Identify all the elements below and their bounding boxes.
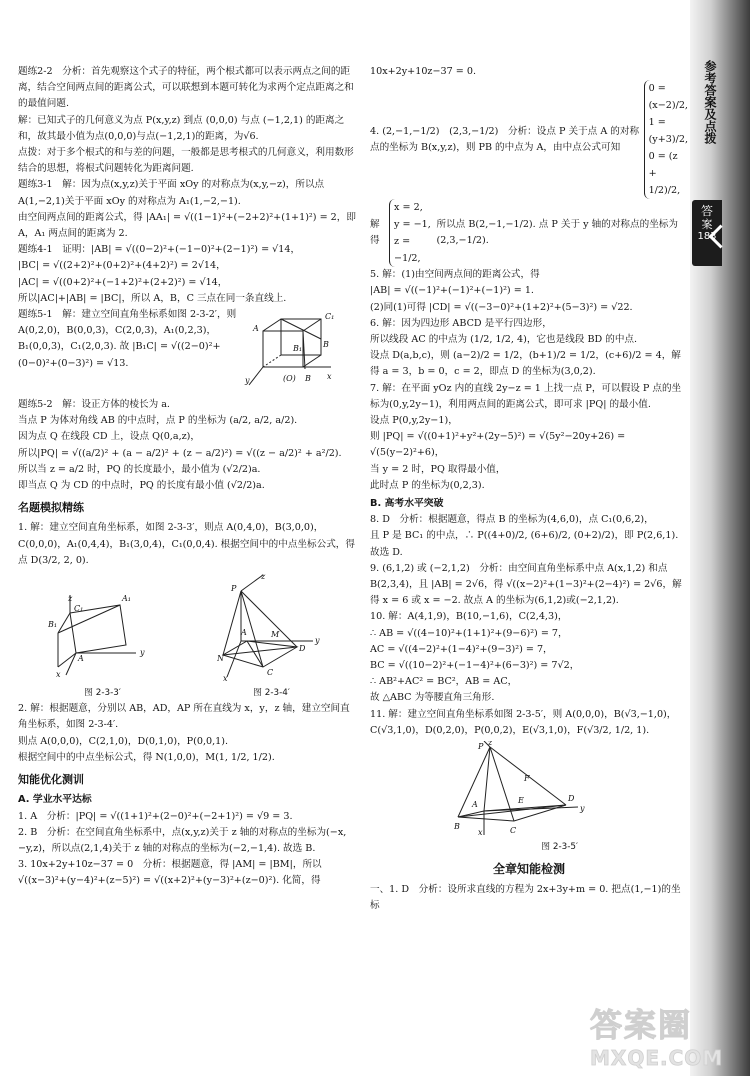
svg-text:C: C bbox=[266, 668, 273, 678]
fig-2-3-3-wrap bbox=[48, 589, 158, 701]
system-1 bbox=[644, 80, 688, 199]
svg-text:y: y bbox=[580, 804, 585, 814]
left-para-6: 题练5-1 解：建立空间直角坐标系如图 2-3-2′，则 A(0,2,0)，B(0,0,3)，C(2,0,3)，A₁(0,2,3)，B₁(0,0,3)，C₁(2,0,3). 故 |B₁C| = √((2−0)²+(0−0)²+(0−3)²) = √13. bbox=[18, 309, 240, 369]
system-2 bbox=[389, 199, 432, 267]
sys1-line-3: 0 = (z + 1/2)/2, bbox=[648, 151, 681, 197]
caption-fig-2-3-4: 图 2-3-4′ bbox=[253, 688, 290, 699]
subhead-a: A. 学业水平达标 bbox=[18, 794, 92, 806]
figure-2-3-4-pyramid bbox=[217, 571, 327, 683]
svg-text:E: E bbox=[518, 796, 524, 806]
left-para-8: 所以当 z = a/2 时，PQ 的长度最小，最小值为 (√2/2)a. bbox=[18, 463, 261, 475]
left-para-1: 题练2-2 分析：首先观察这个式子的特征，两个根式都可以表示两点之间的距离，结合空间两点间的距离公式，可以联想到本题可转化为求两个定点距离之和的最值问题. bbox=[18, 66, 354, 110]
svg-text:D: D bbox=[568, 794, 575, 804]
svg-text:A: A bbox=[77, 654, 84, 664]
left-para-3: 点拨：对于多个根式的和与差的问题，一般都是思考根式的几何意义，利用数形结合的思想，将根式问题转化为距离问题. bbox=[18, 147, 354, 175]
svg-text:y: y bbox=[245, 376, 250, 386]
sys2-line-2: y = −1, bbox=[394, 219, 431, 231]
right-para-5: 5. 解：(1)由空间两点间的距离公式，得 |AB| = √((−1)²+(−1)²+(−1)²) = 1. (2)同(1)可得 |CD| = √((−3−0)²+(1+2)²+(5−3)²) = √22. bbox=[370, 269, 633, 313]
figure-2-3-5-pyramid bbox=[454, 741, 604, 837]
right-para-10: 9. (6,1,2) 或 (−2,1,2) 分析：由空间直角坐标系中点 A(x,1,2) 和点 B(2,3,4)，且 |AB| = 2√6，得 √((x−2)²+(1−3)²+(2−4)²) = 2√6，解得 x = 6 或 x = −2. 故点 A 的坐标为(6,1,2)或(−2,1,2). bbox=[370, 562, 682, 607]
svg-text:(O): (O) bbox=[283, 374, 296, 384]
side-edge-gradient bbox=[690, 0, 750, 1076]
q4-block bbox=[370, 80, 688, 199]
svg-text:C₁: C₁ bbox=[73, 604, 83, 614]
left-para-5: 题练4-1 证明：|AB| = √((0−2)²+(−1−0)²+(2−1)²) = √14， |BC| = √((2+2)²+(0+2)²+(4+2)²) = 2√14， |AC| = √((0+2)²+(−1+2)²+(2+2)²) = √14， 所以|AC|+|AB| = |BC|，所以 A，B，C 三点在同一条直线上. bbox=[18, 244, 301, 304]
figure-2-3-3-cube bbox=[48, 591, 158, 683]
svg-text:B: B bbox=[454, 822, 460, 832]
svg-text:z: z bbox=[67, 594, 72, 604]
svg-text:y: y bbox=[314, 636, 320, 646]
svg-text:N: N bbox=[216, 654, 224, 664]
caption-fig-2-3-3: 图 2-3-3′ bbox=[84, 688, 121, 699]
figure-2-3-2-cube bbox=[243, 309, 353, 395]
sys1-line-1: 0 = (x−2)/2, bbox=[648, 83, 688, 112]
left-para-7: 题练5-2 解：设正方体的棱长为 a. 当点 P 为体对角线 AB 的中点时，点 P 的坐标为 (a/2, a/2, a/2). 因为点 Q 在线段 CD 上，设点 Q(0,a,z)， 所以|PQ| = √((a/2)² + (a − a/2)² + (z − a/2)²) = √((z − a/2)² + a²/2). bbox=[18, 399, 342, 459]
tab-char-1: 答 bbox=[700, 204, 713, 218]
right-para-7: 7. 解：在平面 yOz 内的直线 2y−z = 1 上找一点 P，可以假设 P 点的坐标为(0,y,2y−1)，利用两点间的距离公式，即可求 |PQ| 的最小值. 设点 P(0,y,2y−1)， 则 |PQ| = √((0+1)²+y²+(2y−5)²) = √(5y²−20y+26) = √(5(y−2)²+6)， 当 y = 2 时，PQ 取得最小值， 此时点 P 的坐标为(0,2,3). bbox=[370, 382, 682, 491]
right-column bbox=[370, 64, 688, 914]
section-heading-quanzhang: 全章知能检测 bbox=[492, 862, 565, 877]
watermark bbox=[590, 1000, 740, 1070]
left-para-11: 1. 解：建立空间直角坐标系，如图 2-3-3′，则点 A(0,4,0)，B(3,0,0)，C(0,0,0)，A₁(0,4,4)，B₁(3,0,4)，C₁(0,0,4). 根据空间中的中点坐标公式，得点 D(3/2, 2, 0). bbox=[18, 522, 355, 566]
section-heading-mingti: 名题模拟精练 bbox=[18, 501, 84, 515]
q51-block bbox=[18, 307, 356, 397]
svg-text:z: z bbox=[260, 572, 265, 582]
q4-block-2 bbox=[370, 199, 688, 267]
sys1-line-2: 1 = (y+3)/2, bbox=[648, 117, 688, 146]
right-para-11: 10. 解：A(4,1,9)，B(10,−1,6)，C(2,4,3)， ∴ AB = √((4−10)²+(1+1)²+(9−6)²) = 7， AC = √((4−2)²+(1−4)²+(9−3)²) = 7， BC = √((10−2)²+(−1−4)²+(6−3)²) = 7√2， ∴ AB²+AC² = BC²，AB = AC， 故 △ABC 为等腰直角三角形. bbox=[370, 611, 580, 704]
svg-text:C₁: C₁ bbox=[325, 312, 335, 322]
svg-text:z: z bbox=[488, 741, 493, 748]
section-heading-zhineng: 知能优化测训 bbox=[18, 773, 84, 787]
svg-text:B: B bbox=[305, 374, 311, 384]
caption-fig-2-3-5: 图 2-3-5′ bbox=[541, 842, 578, 853]
tab-char-2: 案 bbox=[701, 218, 713, 231]
left-para-13: 1. A 分析：|PQ| = √((1+1)²+(2−0)²+(−2+1)²) = √9 = 3. 2. B 分析：在空间直角坐标系中，点(x,y,z)关于 z 轴的对称点的坐标为(−x,−y,z)，所以点(2,1,4)关于 z 轴的对称点的坐标为(−2,−1,4). 故选 B. 3. 10x+2y+10z−37 = 0 分析：根据题意，得 |AM| = |BM|，所以 √((x−3)²+(y−4)²+(z−5)²) = √((x+2)²+(y−3)²+(z−0)²). 化简，得 bbox=[18, 810, 347, 887]
right-para-4-lead: 解得 bbox=[370, 219, 383, 247]
page-number: 183 bbox=[697, 231, 717, 242]
figures-row-left bbox=[18, 569, 356, 701]
svg-text:P: P bbox=[230, 584, 236, 594]
svg-text:x: x bbox=[222, 674, 228, 684]
left-para-4: 题练3-1 解：因为点(x,y,z)关于平面 xOy 的对称点为(x,y,−z)，所以点 A(1,−2,1)关于平面 xOy 的对称点为 A₁(1,−2,−1). 由空间两点间的距离公式，得 |AA₁| = √((1−1)²+(−2+2)²+(1+1)²) = 2，即 A，A₁ 两点间的距离为 2. bbox=[18, 179, 356, 240]
left-column bbox=[18, 64, 356, 890]
svg-text:x: x bbox=[478, 828, 483, 838]
svg-text:A: A bbox=[472, 800, 478, 810]
svg-text:D: D bbox=[298, 644, 305, 654]
svg-text:A: A bbox=[240, 628, 247, 638]
svg-text:F: F bbox=[524, 774, 530, 784]
right-para-6: 6. 解：因为四边形 ABCD 是平行四边形， 所以线段 AC 的中点为 (1/2, 1/2, 4)，它也是线段 BD 的中点. 设点 D(a,b,c)，则 (a−2)/2 = 1/2，(b+1)/2 = 1/2，(c+6)/2 = 4，解得 a = 3，b = 0，c = 2，即点 D 的坐标为(3,0,2). bbox=[370, 317, 681, 378]
left-para-2: 解：已知式子的几何意义为点 P(x,y,z) 到点 (0,0,0) 与点 (−1,2,1) 的距离之和，故其最小值为点(0,0,0)与点(−1,2,1)的距离，为√6. bbox=[18, 114, 345, 142]
subhead-b: B. 高考水平突破 bbox=[370, 498, 444, 510]
svg-text:y: y bbox=[139, 648, 145, 658]
svg-text:x: x bbox=[55, 670, 61, 680]
svg-text:B₁: B₁ bbox=[47, 620, 57, 630]
svg-text:B: B bbox=[323, 340, 329, 350]
right-para-9: 8. D 分析：根据题意，得点 B 的坐标为(4,6,0)，点 C₁(0,6,2)， 且 P 是 BC₁ 的中点，∴ P((4+0)/2, (6+6)/2, (0+2)/2)，即 P(2,6,1). 故选 D. bbox=[370, 514, 679, 558]
svg-text:M: M bbox=[270, 630, 279, 640]
left-para-12: 2. 解：根据题意，分别以 AB，AD，AP 所在直线为 x，y，z 轴，建立空间直角坐标系，如图 2-3-4′. 则点 A(0,0,0)，C(2,1,0)，D(0,1,0)，P(0,0,1). 根据空间中的中点坐标公式，得 N(1,0,0)，M(1, 1/2, 1/2). bbox=[18, 703, 350, 763]
fig-2-3-5-wrap bbox=[370, 741, 688, 855]
svg-text:B₁: B₁ bbox=[293, 344, 303, 354]
svg-text:A₁: A₁ bbox=[121, 594, 131, 604]
right-para-1: 10x+2y+10z−37 = 0. bbox=[370, 66, 477, 77]
fig-2-3-2-wrap bbox=[243, 307, 355, 397]
side-section-label: 参考答案及点拨 bbox=[703, 60, 717, 144]
left-para-9: 即当点 Q 为 CD 的中点时，PQ 的长度有最小值 (√2/2)a. bbox=[18, 480, 265, 492]
sys2-line-3: z = −1/2, bbox=[394, 236, 421, 265]
svg-text:A: A bbox=[253, 324, 259, 334]
watermark-bottom: MXQE.COM bbox=[590, 1046, 724, 1070]
right-para-2: 4. (2,−1,−1/2) (2,3,−1/2) 分析：设点 P 关于点 A 的对称点的坐标为 B(x,y,z)，则 PB 的中点为 A，由中点公式可知 bbox=[370, 125, 640, 153]
right-para-4-tail: 所以点 B(2,−1,−1/2). 点 P 关于 y 轴的对称点的坐标为(2,3,−1/2). bbox=[436, 219, 678, 247]
svg-text:P: P bbox=[478, 742, 484, 752]
right-para-13: 一、1. D 分析：设所求直线的方程为 2x+3y+m = 0. 把点(1,−1)的坐标 bbox=[370, 883, 681, 911]
fig-2-3-4-wrap bbox=[217, 569, 327, 701]
watermark-top: 答案圈 bbox=[590, 1006, 693, 1044]
sys2-line-1: x = 2, bbox=[394, 202, 423, 214]
svg-text:C: C bbox=[510, 826, 517, 836]
svg-text:x: x bbox=[327, 372, 332, 382]
right-para-12: 11. 解：建立空间直角坐标系如图 2-3-5′，则 A(0,0,0)，B(√3,−1,0)，C(√3,1,0)，D(0,2,0)，P(0,0,2)，E(√3,1,0)，F(√3/2, 1/2, 1). bbox=[370, 708, 677, 736]
